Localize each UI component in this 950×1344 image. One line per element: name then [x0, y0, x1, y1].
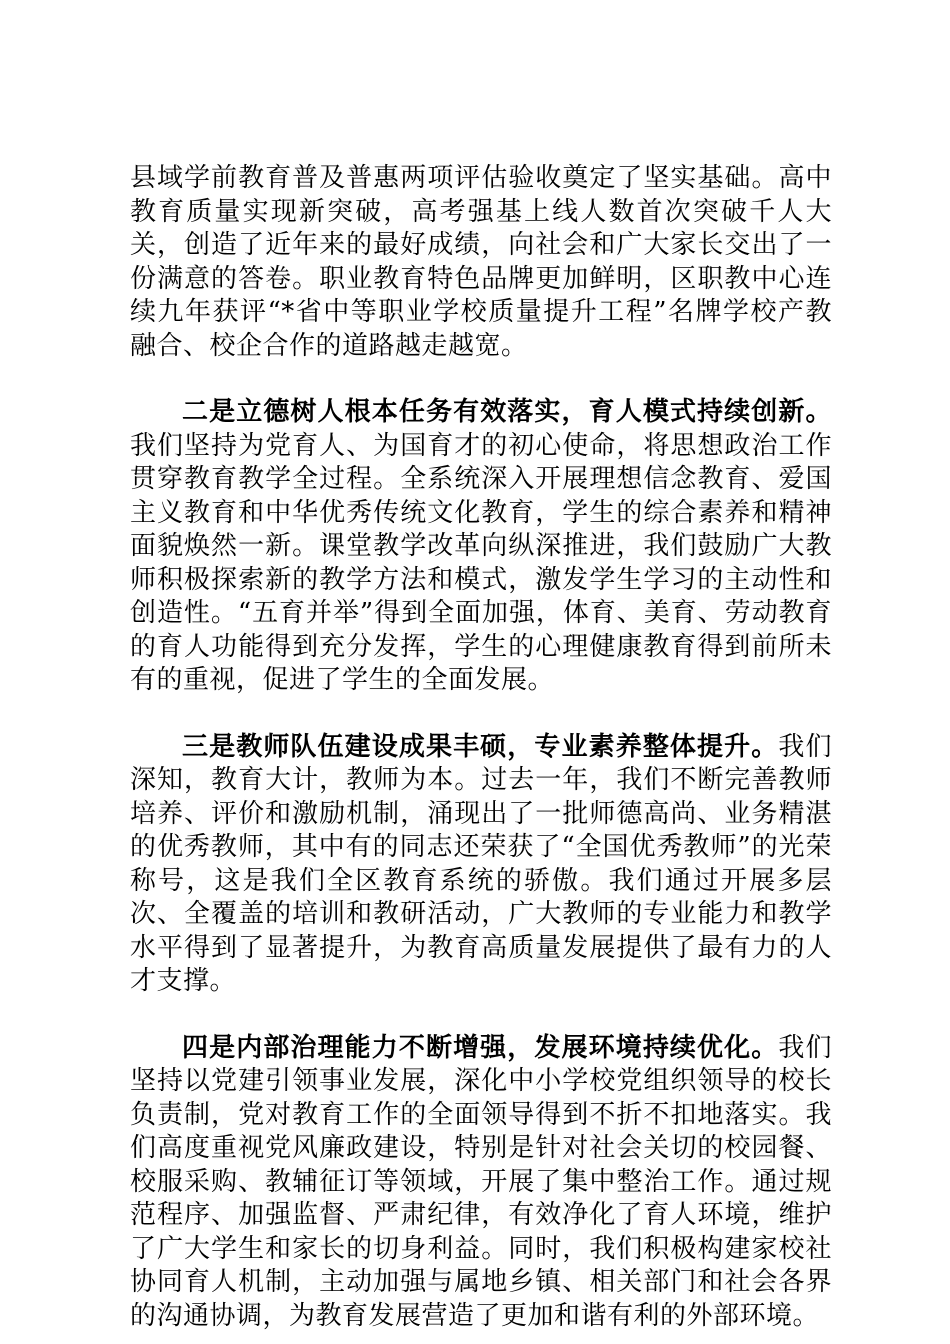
- paragraph-moral-education: [130, 396, 832, 698]
- paragraph-text: 我们深知，教育大计，教师为本。过去一年，我们不断完善教师培养、评价和激励机制，涌现出了一批师德高尚、业务精湛的优秀教师，其中有的同志还荣获了“全国优秀教师”的光荣称号，这是我们全区教育系统的骄傲。我们通过开展多层次、全覆盖的培训和教研活动，广大教师的专业能力和教学水平得到了显著提升，为教育高质量发展提供了最有力的人才支撑。: [130, 731, 832, 996]
- paragraph-text: 我们坚持以党建引领事业发展，深化中小学校党组织领导的校长负责制，党对教育工作的全面领导得到不折不扣地落实。我们高度重视党风廉政建设，特别是针对社会关切的校园餐、校服采购、教辅征订等领域，开展了集中整治工作。通过规范程序、加强监督、严肃纪律，有效净化了育人环境，维护了广大学生和家长的切身利益。同时，我们积极构建家校社协同育人机制，主动加强与属地乡镇、相关部门和社会各界的沟通协调，为教育发展营造了更加和谐有利的外部环境。: [130, 1032, 832, 1331]
- paragraph-governance: [130, 1032, 832, 1334]
- paragraph-heading: 二是立德树人根本任务有效落实，育人模式持续创新。: [182, 397, 832, 427]
- paragraph-heading: 四是内部治理能力不断增强，发展环境持续优化。: [182, 1032, 779, 1063]
- paragraph-continuation: [130, 162, 832, 363]
- paragraph-text: 县域学前教育普及普惠两项评估验收奠定了坚实基础。高中教育质量实现新突破，高考强基上线人数首次突破千人大关，创造了近年来的最好成绩，向社会和广大家长交出了一份满意的答卷。职业教育特色品牌更加鲜明，区职教中心连续九年获评“*省中等职业学校质量提升工程”名牌学校产教融合、校企合作的道路越走越宽。: [130, 163, 832, 361]
- paragraph-heading: 三是教师队伍建设成果丰硕，专业素养整体提升。: [182, 731, 779, 762]
- paragraph-text: 我们坚持为党育人、为国育才的初心使命，将思想政治工作贯穿教育教学全过程。全系统深入开展理想信念教育、爱国主义教育和中华优秀传统文化教育，学生的综合素养和精神面貌焕然一新。课堂教学改革向纵深推进，我们鼓励广大教师积极探索新的教学方法和模式，激发学生学习的主动性和创造性。“五育并举”得到全面加强，体育、美育、劳动教育的育人功能得到充分发挥，学生的心理健康教育得到前所未有的重视，促进了学生的全面发展。: [130, 430, 832, 695]
- document-body: [130, 162, 832, 1333]
- paragraph-teacher-team: [130, 731, 832, 999]
